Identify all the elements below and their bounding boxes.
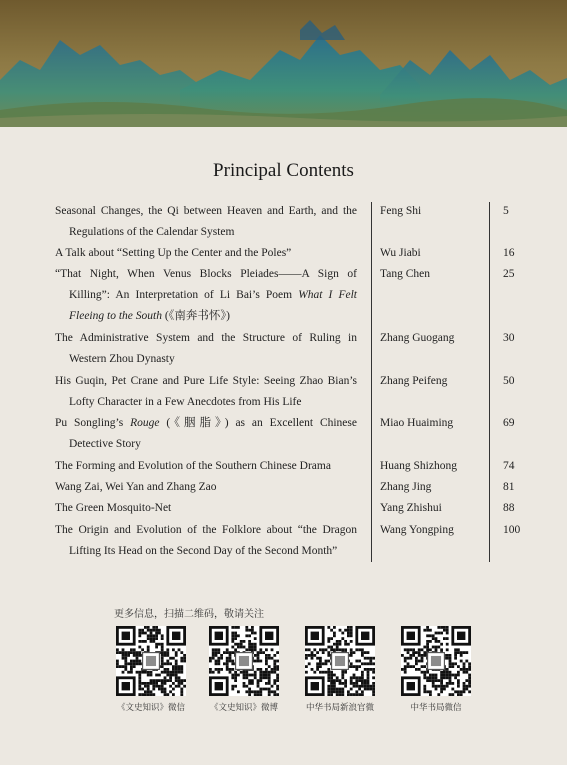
entry-title: Pu Songling’s Rouge (《胭脂》) as an Excellent Chinese Detective Story [55, 417, 357, 450]
entry-author: Yang Zhishui [380, 502, 442, 514]
toc-entry[interactable] [55, 201, 535, 243]
toc-entry[interactable] [55, 243, 535, 264]
entry-title: The Administrative System and the Structure of Ruling in Western Zhou Dynasty [55, 332, 357, 365]
entry-page: 74 [503, 460, 515, 472]
qr-code-icon[interactable] [305, 626, 375, 696]
toc-entry[interactable] [55, 328, 535, 370]
entry-page: 69 [503, 417, 515, 429]
entry-page: 100 [503, 524, 521, 536]
entry-page: 81 [503, 481, 515, 493]
entry-title: His Guqin, Pet Crane and Pure Life Style: Seeing Zhao Bian’s Lofty Character in a Few Anecdotes from His Life [55, 375, 357, 408]
entry-author: Wu Jiabi [380, 247, 421, 259]
entry-title: Seasonal Changes, the Qi between Heaven and Earth, and the Regulations of the Calendar System [55, 205, 357, 238]
entry-title: The Forming and Evolution of the Southern Chinese Drama [55, 460, 331, 472]
toc-entry[interactable] [55, 520, 535, 562]
qr-caption: 更多信息，扫描二维码，敬请关注 [114, 609, 264, 620]
entry-author: Zhang Jing [380, 481, 432, 493]
landscape-banner [0, 0, 567, 127]
page-title: Principal Contents [213, 160, 354, 181]
qr-code-icon[interactable] [116, 626, 186, 696]
toc-entry[interactable] [55, 371, 535, 413]
entry-page: 25 [503, 268, 515, 280]
entry-title: Wang Zai, Wei Yan and Zhang Zao [55, 481, 217, 493]
entry-author: Zhang Guogang [380, 332, 455, 344]
entry-title: A Talk about “Setting Up the Center and the Poles” [55, 247, 292, 259]
entry-author: Feng Shi [380, 205, 422, 217]
toc-entry[interactable] [55, 264, 535, 327]
toc-entry[interactable] [55, 498, 535, 519]
entry-author: Zhang Peifeng [380, 375, 448, 387]
entry-title: The Green Mosquito-Net [55, 502, 172, 514]
entry-author: Tang Chen [380, 268, 430, 280]
entry-page: 5 [503, 205, 509, 217]
qr-label: 中华书局微信 [410, 703, 462, 713]
entry-page: 30 [503, 332, 515, 344]
entry-page: 88 [503, 502, 515, 514]
entry-page: 16 [503, 247, 515, 259]
entry-author: Huang Shizhong [380, 460, 457, 472]
toc-entry[interactable] [55, 413, 535, 455]
entry-title: The Origin and Evolution of the Folklore about “the Dragon Lifting Its Head on the Second Day of the Second Month” [55, 524, 357, 557]
toc-entry[interactable] [55, 477, 535, 498]
entry-page: 50 [503, 375, 515, 387]
qr-label: 中华书局新浪官微 [305, 703, 374, 713]
qr-code-icon[interactable] [401, 626, 471, 696]
toc-entry[interactable] [55, 456, 535, 477]
entry-author: Wang Yongping [380, 524, 454, 536]
qr-code-icon[interactable] [209, 626, 279, 696]
qr-label: 《文史知识》微信 [116, 703, 185, 713]
entry-author: Miao Huaiming [380, 417, 454, 429]
qr-label: 《文史知识》微博 [209, 703, 278, 713]
entry-title: “That Night, When Venus Blocks Pleiades——A Sign of Killing”: An Interpretation of Li Bai’s Poem What I Felt Fleeing to the South (《南奔书怀》) [55, 268, 357, 322]
